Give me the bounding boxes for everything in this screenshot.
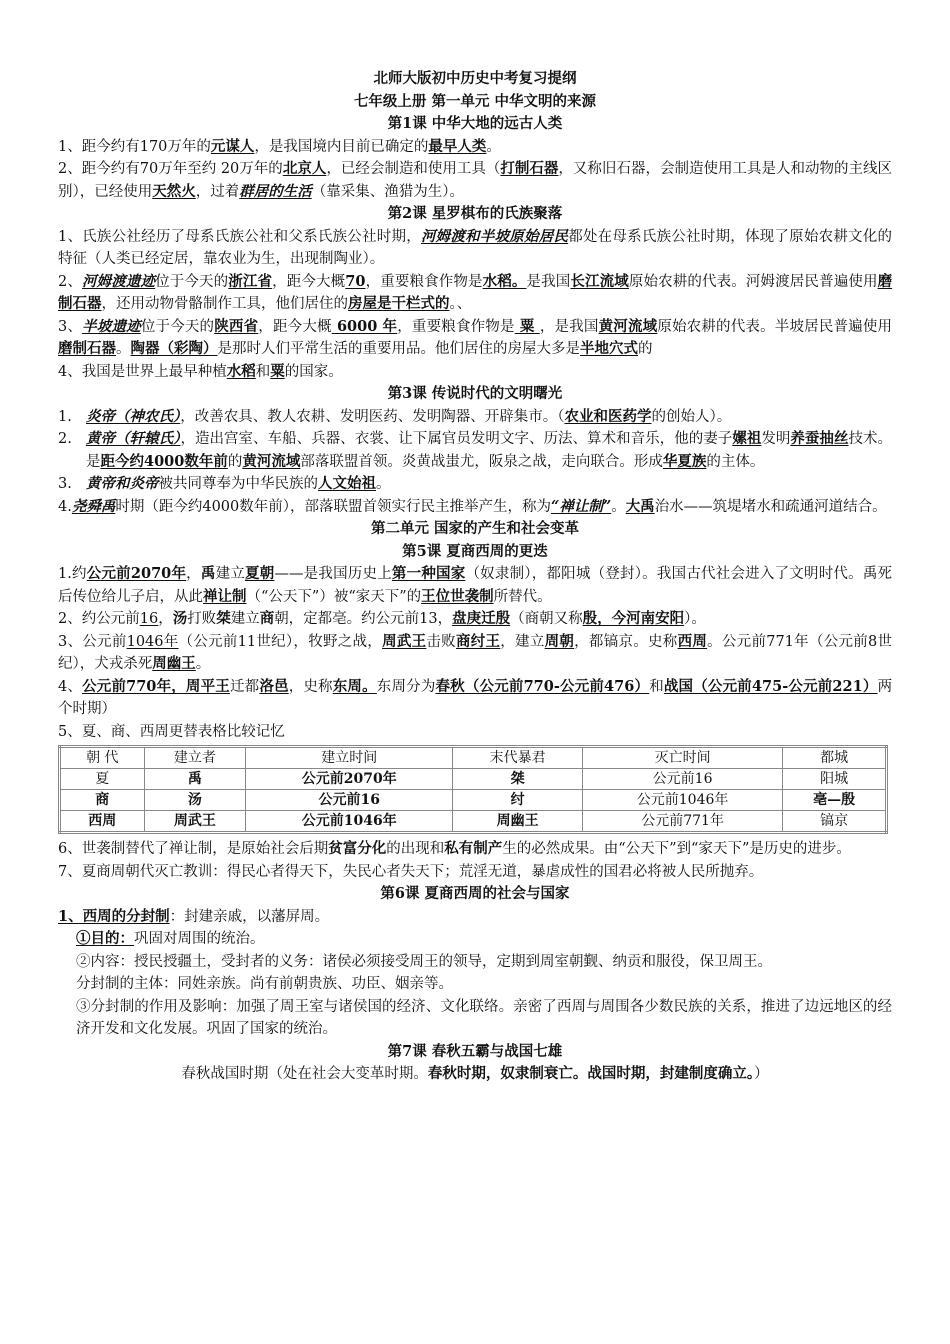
keyword: 夏朝 bbox=[245, 565, 275, 582]
keyword: 磨制石器 bbox=[58, 272, 893, 312]
text: 2、距今约有70万年至约 20万年的 bbox=[58, 161, 283, 177]
keyword: 殷，今河南安阳 bbox=[582, 610, 685, 627]
lesson3-title: 第3课 传说时代的文明曙光 bbox=[387, 385, 563, 402]
keyword: 东周。 bbox=[332, 677, 377, 695]
table-cell: 公元前16 bbox=[582, 769, 783, 790]
text: 。 bbox=[195, 656, 211, 672]
text: （公元前11世纪），牧野之战， bbox=[178, 633, 383, 650]
keyword: 磨制石器 bbox=[58, 340, 116, 357]
text: ，重要粮食作物是 bbox=[365, 273, 483, 290]
lesson1-title: 第1课 中华大地的远古人类 bbox=[387, 115, 563, 132]
text: ，是我国境内目前已确定的 bbox=[254, 138, 429, 155]
keyword: 华夏族 bbox=[662, 452, 707, 470]
keyword: 长江流域 bbox=[570, 272, 629, 290]
text: ，是我国 bbox=[539, 318, 599, 335]
keyword: 浙江省 bbox=[228, 272, 273, 290]
keyword: 西周 bbox=[677, 632, 708, 650]
text: （“公天下”）被“家天下”的 bbox=[246, 588, 422, 605]
text: 生的必然成果。由“公天下”到“家天下”是历史的进步。 bbox=[502, 841, 851, 857]
table-cell: 桀 bbox=[453, 769, 583, 790]
text: 被共同尊奉为中华民族的 bbox=[158, 476, 318, 492]
keyword: 商 bbox=[259, 610, 275, 627]
text: ，重要粮食作物是 bbox=[397, 318, 515, 335]
keyword: 第一种国家 bbox=[391, 565, 466, 582]
list-number: 3. bbox=[58, 476, 72, 492]
keyword: 春秋（公元前770-公元前476） bbox=[435, 677, 650, 695]
keyword: 水稻 bbox=[226, 362, 256, 380]
text: 时期（距今约4000数年前），部落联盟首领实行民主推举产生，称为 bbox=[115, 498, 551, 515]
text: ，史称 bbox=[288, 678, 333, 695]
text: 是我国 bbox=[526, 273, 571, 290]
text: ，造出宫室、车船、兵器、衣裳、让下属官员发明文字、历法、算术和音乐，他的妻子 bbox=[180, 431, 733, 447]
keyword: 陕西省 bbox=[214, 317, 259, 335]
lesson6-title: 第6课 夏商西周的社会与国家 bbox=[380, 885, 570, 902]
keyword: 洛邑 bbox=[259, 677, 289, 695]
text: ，距今大概 bbox=[272, 273, 346, 290]
keyword: 粟 bbox=[270, 362, 285, 380]
lesson6-para-5: ③分封制的作用及影响：加强了周王室与诸侯国的经济、文化联络。亲密了西周与周围各少数民族的关系，推进了边远地区的经济开发和文化发展。巩固了国家的统治。 bbox=[76, 998, 892, 1037]
keyword: 王位世袭制 bbox=[421, 587, 494, 605]
text: 的出现和 bbox=[386, 841, 445, 857]
text: 2、 bbox=[58, 273, 82, 290]
text: 巩固对周围的统治。 bbox=[134, 931, 265, 947]
table-cell: 公元前1046年 bbox=[246, 811, 453, 833]
lesson6-para-4: 分封制的主体：同姓亲族。尚有前朝贵族、功臣、姻亲等。 bbox=[76, 976, 453, 992]
table-cell: 公元前1046年 bbox=[582, 790, 783, 811]
text: ，改善农具、教人农耕、发明医药、发明陶器、开辟集市。（ bbox=[180, 408, 565, 425]
text: ） bbox=[754, 1066, 769, 1082]
text: 位于今天的 bbox=[140, 318, 215, 335]
text: 打败 bbox=[187, 611, 217, 627]
text: 东周分为 bbox=[376, 678, 436, 695]
table-cell: 镐京 bbox=[783, 811, 887, 833]
text: 迁都 bbox=[229, 678, 260, 695]
table-cell: 商 bbox=[60, 790, 145, 811]
keyword: 禅让制 bbox=[203, 587, 247, 605]
lesson3-item-3 bbox=[58, 473, 892, 496]
lesson1-para-1 bbox=[58, 136, 892, 159]
table-row bbox=[60, 811, 887, 833]
lesson3-item-2 bbox=[58, 428, 892, 473]
text: 3、公元前 bbox=[58, 633, 127, 650]
lesson5-title: 第5课 夏商西周的更迭 bbox=[402, 542, 548, 560]
keyword: 北京人 bbox=[282, 160, 327, 177]
keyword: 周武王 bbox=[382, 632, 427, 650]
table-cell: 西周 bbox=[60, 811, 145, 833]
text: 。 bbox=[116, 341, 131, 357]
table-header-cell: 建立者 bbox=[144, 747, 246, 769]
text: （靠采集、渔猎为生）。 bbox=[311, 183, 464, 200]
text: 。 bbox=[376, 476, 391, 492]
text: ）。 bbox=[684, 611, 706, 627]
table-cell: 公元前16 bbox=[246, 790, 453, 811]
text: 和 bbox=[649, 678, 664, 695]
text: （商朝又称 bbox=[510, 611, 583, 627]
keyword: 春秋时期，奴隶制衰亡。战国时期，封建制度确立。 bbox=[427, 1065, 755, 1082]
table-cell: 亳—殷 bbox=[783, 790, 887, 811]
table-cell: 夏 bbox=[60, 769, 145, 790]
keyword: 距今约4000数年前 bbox=[100, 452, 228, 470]
text: ， bbox=[158, 611, 173, 627]
lesson1-para-2 bbox=[58, 158, 892, 203]
text: 都处在母系氏族公社时期，体现了原始农耕文化的特征（人类已经定居，靠农业为生，出现制陶业）。 bbox=[58, 228, 893, 267]
table-row bbox=[60, 790, 887, 811]
table-cell: 汤 bbox=[144, 790, 246, 811]
table-header-cell: 灭亡时间 bbox=[582, 747, 783, 769]
table-row bbox=[60, 769, 887, 790]
text: 春秋战国时期（处在社会大变革时期。 bbox=[181, 1066, 428, 1082]
keyword: 河姆渡遗迹 bbox=[81, 272, 156, 290]
table-header-cell: 朝 代 bbox=[60, 747, 145, 769]
text: 发明 bbox=[761, 431, 791, 447]
keyword: 最早人类 bbox=[428, 137, 487, 155]
table-cell: 禹 bbox=[144, 769, 246, 790]
keyword: 元谋人 bbox=[210, 137, 255, 155]
text: 原始农耕的代表。河姆渡居民普遍使用 bbox=[628, 273, 878, 290]
table-header-cell: 末代暴君 bbox=[453, 747, 583, 769]
text: 4. bbox=[58, 498, 72, 515]
keyword: 黄河流域 bbox=[598, 317, 658, 335]
dynasty-comparison-table bbox=[58, 745, 888, 834]
keyword: 1046年 bbox=[126, 633, 179, 650]
table-cell: 周幽王 bbox=[453, 811, 583, 833]
keyword: 盘庚迁殷 bbox=[452, 610, 511, 627]
lesson2-para-2 bbox=[58, 271, 892, 316]
keyword: 私有制产 bbox=[444, 840, 503, 857]
text: ，过着 bbox=[195, 183, 240, 200]
keyword: 贫富分化 bbox=[328, 840, 387, 857]
lesson6-para-2 bbox=[58, 928, 892, 951]
keyword: 战国（公元前475-公元前221） bbox=[663, 677, 878, 695]
text: 位于今天的 bbox=[155, 273, 229, 290]
keyword: 大禹 bbox=[625, 497, 655, 515]
keyword: 黄帝（轩辕氏） bbox=[86, 430, 181, 447]
lesson7-title: 第7课 春秋五霸与战国七雄 bbox=[387, 1042, 563, 1060]
keyword: 嫘祖 bbox=[732, 430, 762, 447]
table-cell: 周武王 bbox=[144, 811, 246, 833]
table-header-row bbox=[60, 747, 887, 769]
table-cell: 公元前771年 bbox=[582, 811, 783, 833]
text: ，还用动物骨骼制作工具，他们居住的 bbox=[101, 296, 348, 312]
keyword: 尧舜禹 bbox=[71, 497, 116, 515]
keyword: 粟 bbox=[514, 317, 540, 335]
keyword: 养蚕抽丝 bbox=[790, 430, 849, 447]
text: ，都镐京。史称 bbox=[574, 633, 678, 650]
text: ，距今大概 bbox=[258, 318, 332, 335]
text: 6、世袭制替代了禅让制，是原始社会后期 bbox=[58, 841, 329, 857]
keyword: 半地穴式 bbox=[580, 340, 638, 357]
text: 击败 bbox=[426, 633, 456, 650]
keyword: 周幽王 bbox=[152, 655, 196, 672]
keyword: 黄帝和炎帝 bbox=[86, 475, 159, 492]
list-number: 1. bbox=[58, 408, 72, 425]
text: 建立 bbox=[215, 566, 246, 582]
text: ，建立 bbox=[500, 633, 545, 650]
text: 1、氏族公社经历了母系氏族公社和父系氏族公社时期， bbox=[58, 228, 421, 245]
table-header-cell: 建立时间 bbox=[246, 747, 453, 769]
keyword: 河姆渡和半坡原始居民 bbox=[420, 227, 569, 245]
document-title: 北师大版初中历史中考复习提纲 bbox=[373, 70, 577, 87]
text: ——是我国历史上 bbox=[274, 566, 392, 582]
keyword: 禹 bbox=[200, 565, 216, 582]
text: 。公元前771年（公元前8世纪），犬戎杀死 bbox=[58, 633, 893, 672]
table-header-cell: 都城 bbox=[783, 747, 887, 769]
keyword: “禅让制” bbox=[551, 497, 612, 515]
text: 。、 bbox=[449, 296, 472, 312]
lesson2-para-3 bbox=[58, 316, 892, 361]
lesson3-item-1 bbox=[58, 406, 892, 429]
text: 。 bbox=[611, 498, 626, 515]
lesson2-para-1 bbox=[58, 226, 892, 271]
lesson6-para-1 bbox=[58, 906, 892, 929]
text: 的创始人）。 bbox=[651, 408, 732, 425]
text: 部落联盟首领。炎黄战蚩尤，阪泉之战，走向联合。形成 bbox=[300, 453, 663, 470]
keyword: 半坡遗迹 bbox=[82, 317, 141, 335]
keyword: 房屋是干栏式的 bbox=[348, 295, 450, 312]
lesson6-para-3: ②内容：授民授疆土，受封者的义务：诸侯必须接受周王的领导，定期到周室朝觐、纳贡和服役，保卫周王。 bbox=[76, 953, 772, 970]
table-cell: 公元前2070年 bbox=[246, 769, 453, 790]
text: 两个时期） bbox=[58, 678, 893, 717]
lesson5-para-6 bbox=[58, 838, 892, 861]
text: 所替代。 bbox=[493, 588, 552, 605]
lesson5-para-7: 7、夏商周朝代灭亡教训：得民心者得天下，失民心者失天下；荒淫无道，暴虐成性的国君必将被人民所抛弃。 bbox=[58, 863, 764, 880]
keyword: 16 bbox=[139, 611, 159, 627]
text: 的国家。 bbox=[284, 363, 343, 380]
keyword: 水稻。 bbox=[482, 272, 527, 290]
keyword: 1、西周的分封制 bbox=[58, 907, 170, 925]
text: 建立 bbox=[230, 611, 260, 627]
text: 1.约 bbox=[58, 566, 87, 582]
text: 的 bbox=[638, 341, 653, 357]
keyword: 炎帝（神农氏） bbox=[86, 407, 181, 425]
table-cell: 纣 bbox=[453, 790, 583, 811]
text: 的 bbox=[227, 453, 243, 470]
keyword: 天然火 bbox=[152, 182, 196, 200]
text: 4、我国是世界上最早种植 bbox=[58, 363, 227, 380]
keyword: 黄河流域 bbox=[242, 452, 301, 470]
text: 3、 bbox=[58, 318, 83, 335]
lesson5-para-3 bbox=[58, 631, 892, 676]
text: 。 bbox=[486, 138, 501, 155]
lesson5-para-2 bbox=[58, 608, 892, 631]
text: 1、距今约有170万年的 bbox=[58, 138, 211, 155]
lesson5-para-5: 5、夏、商、西周更替表格比较记忆 bbox=[58, 723, 285, 740]
text: 的主体。 bbox=[706, 453, 765, 470]
keyword: 公元前770年，周平王 bbox=[82, 677, 230, 695]
keyword: 70 bbox=[345, 272, 366, 290]
table-cell: 阳城 bbox=[783, 769, 887, 790]
text: ：封建亲戚，以藩屏周。 bbox=[169, 908, 330, 925]
keyword: 陶器（彩陶） bbox=[130, 340, 218, 357]
text: 朝，定都亳。约公元前13， bbox=[274, 611, 453, 627]
keyword: 汤 bbox=[172, 610, 188, 627]
text: 技术。是 bbox=[86, 431, 893, 470]
keyword: 周朝 bbox=[544, 632, 575, 650]
text: 和 bbox=[255, 363, 271, 380]
keyword: 人文始祖 bbox=[318, 475, 376, 492]
lesson2-para-4 bbox=[58, 361, 892, 384]
keyword: 公元前2070年 bbox=[86, 565, 187, 582]
keyword: 群居的生活 bbox=[239, 182, 312, 200]
unit1-title: 七年级上册 第一单元 中华文明的来源 bbox=[353, 92, 597, 110]
text: ， bbox=[186, 566, 201, 582]
keyword: 打制石器 bbox=[500, 160, 559, 177]
text: 治水——筑堤堵水和疏通河道结合。 bbox=[654, 498, 887, 515]
text: ，又称旧石器，会制造使用工具是人和动物的主线区别），已经使用 bbox=[58, 161, 893, 200]
list-number: 2. bbox=[58, 431, 72, 447]
lesson3-item-4 bbox=[58, 496, 892, 519]
lesson2-title: 第2课 星罗棋布的氏族聚落 bbox=[387, 205, 563, 222]
text: 是那时人们平常生活的重要用品。他们居住的房屋大多是 bbox=[217, 341, 580, 357]
keyword: 商纣王 bbox=[455, 632, 501, 650]
unit2-title: 第二单元 国家的产生和社会变革 bbox=[370, 520, 580, 537]
lesson5-para-4 bbox=[58, 676, 892, 721]
keyword: 6000 年 bbox=[331, 317, 398, 335]
text: 4、 bbox=[58, 678, 83, 695]
text: ，已经会制造和使用工具（ bbox=[326, 161, 501, 177]
text: 原始农耕的代表。半坡居民普遍使用 bbox=[657, 318, 893, 335]
lesson7-para-1 bbox=[58, 1063, 892, 1086]
keyword: ①目的： bbox=[76, 930, 134, 947]
text: 2、约公元前 bbox=[58, 611, 140, 627]
keyword: 桀 bbox=[216, 610, 231, 627]
lesson5-para-1 bbox=[58, 563, 892, 608]
text: （奴隶制），都阳城（登封）。我国古代社会进入了文明时代。禹死后传位给儿子启，从此 bbox=[58, 566, 893, 605]
keyword: 农业和医药学 bbox=[564, 407, 652, 425]
